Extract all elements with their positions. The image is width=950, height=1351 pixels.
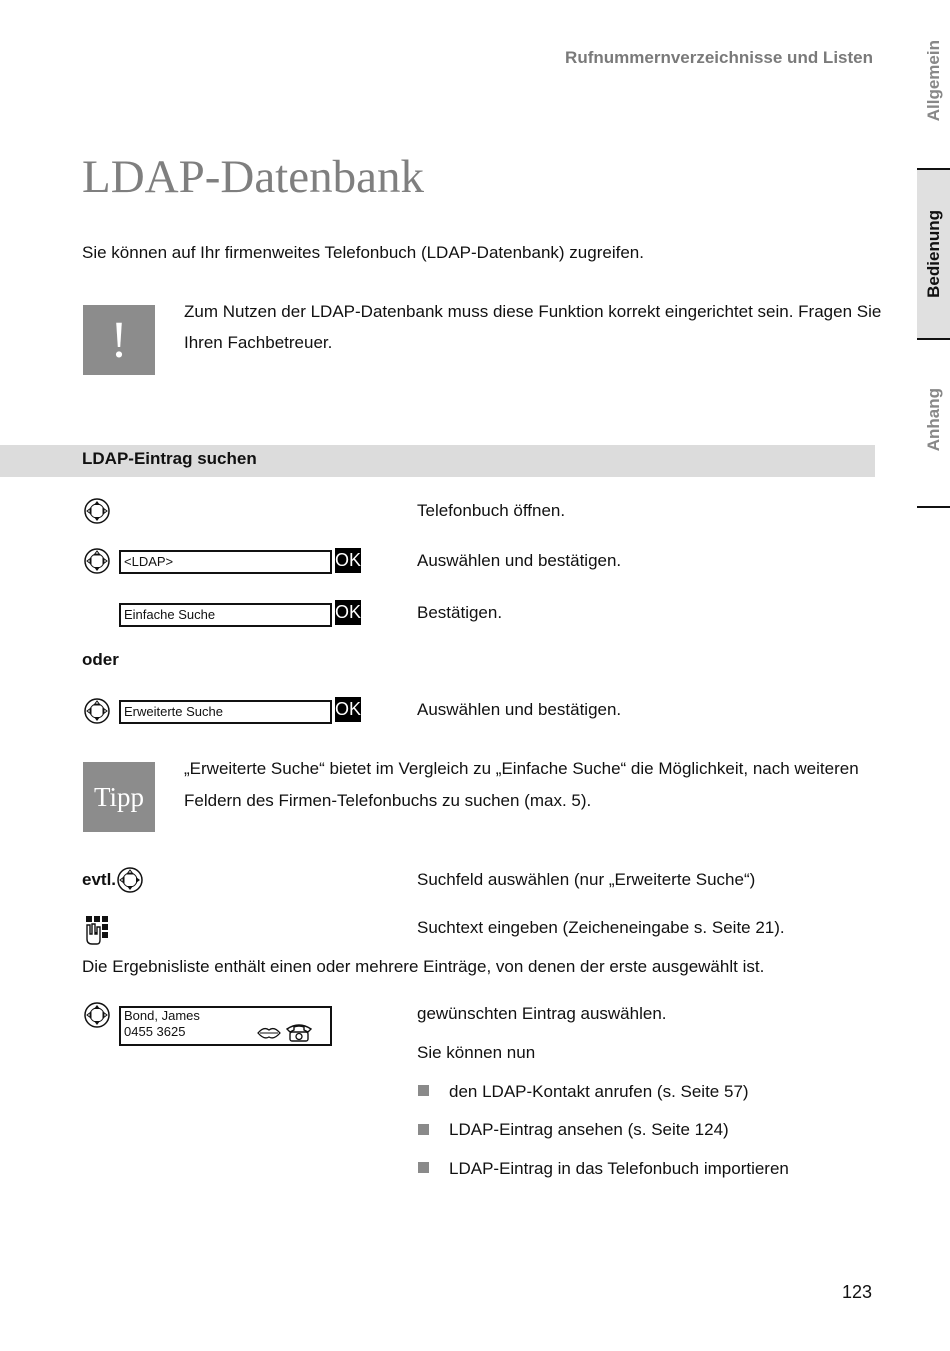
entry-name: Bond, James bbox=[124, 1008, 200, 1023]
note-line-1: Zum Nutzen der LDAP-Datenbank muss diese Funktion korrekt eingerichtet sein. Fragen Sie bbox=[184, 302, 882, 321]
side-tab-operation-active[interactable] bbox=[917, 170, 950, 338]
section-title: LDAP-Eintrag suchen bbox=[82, 449, 257, 468]
step-confirm: Bestätigen. bbox=[417, 603, 503, 622]
list-item: den LDAP-Kontakt anrufen (s. Seite 57) bbox=[449, 1082, 749, 1101]
lips-icon bbox=[257, 1026, 281, 1040]
tip-icon: Tipp bbox=[83, 762, 155, 832]
optional-label: evtl. bbox=[82, 870, 117, 889]
navigation-key-icon bbox=[84, 1002, 110, 1028]
side-tab-divider bbox=[917, 506, 950, 508]
bullet bbox=[418, 1162, 429, 1173]
navigation-key-icon bbox=[84, 548, 110, 574]
side-tab-general[interactable] bbox=[917, 40, 950, 130]
step-select-confirm-2: Auswählen und bestätigen. bbox=[417, 700, 622, 719]
bullet bbox=[418, 1124, 429, 1135]
step-choose-entry: gewünschten Eintrag auswählen. bbox=[417, 1004, 667, 1023]
list-item: LDAP-Eintrag ansehen (s. Seite 124) bbox=[449, 1120, 729, 1139]
tip-line-2: Feldern des Firmen-Telefonbuchs zu suchen (max. 5). bbox=[184, 791, 592, 810]
warning-icon: ! bbox=[83, 305, 155, 375]
ok-key: OK bbox=[335, 600, 361, 625]
tip-line-1: „Erweiterte Suche“ bietet im Vergleich zu „Einfache Suche“ die Möglichkeit, nach weiteren bbox=[184, 759, 859, 778]
page-number: 123 bbox=[841, 1282, 872, 1302]
bullet bbox=[418, 1085, 429, 1096]
or-label: oder bbox=[82, 650, 119, 669]
keypad-icon bbox=[84, 915, 114, 950]
phone-icon bbox=[285, 1022, 313, 1042]
side-tab-divider bbox=[917, 338, 950, 340]
navigation-key-icon bbox=[117, 867, 143, 893]
page-title: LDAP-Datenbank bbox=[82, 151, 424, 203]
entry-number: 0455 3625 bbox=[124, 1024, 186, 1039]
ok-key: OK bbox=[335, 697, 361, 722]
step-enter-text: Suchtext eingeben (Zeicheneingabe s. Seite 21). bbox=[417, 918, 785, 937]
entry-display bbox=[119, 1006, 332, 1046]
you-can-now: Sie können nun bbox=[417, 1043, 536, 1062]
navigation-key-icon bbox=[84, 498, 110, 524]
intro-text: Sie können auf Ihr firmenweites Telefonbuch (LDAP-Datenbank) zugreifen. bbox=[82, 243, 644, 262]
display-simple-search: Einfache Suche bbox=[119, 603, 332, 627]
step-select-field: Suchfeld auswählen (nur „Erweiterte Suche“) bbox=[417, 870, 756, 889]
running-header: Rufnummernverzeichnisse und Listen bbox=[565, 48, 873, 67]
side-tab-general-label: Allgemein bbox=[924, 40, 943, 122]
list-item: LDAP-Eintrag in das Telefonbuch importieren bbox=[449, 1159, 789, 1178]
side-tab-appendix-label: Anhang bbox=[924, 388, 943, 452]
display-ldap: <LDAP> bbox=[119, 550, 332, 574]
result-info: Die Ergebnisliste enthält einen oder mehrere Einträge, von denen der erste ausgewählt ist. bbox=[82, 957, 765, 976]
step-open-phonebook: Telefonbuch öffnen. bbox=[417, 501, 566, 520]
step-select-confirm: Auswählen und bestätigen. bbox=[417, 551, 622, 570]
ok-key: OK bbox=[335, 548, 361, 573]
note-line-2: Ihren Fachbetreuer. bbox=[184, 333, 333, 352]
navigation-key-icon bbox=[84, 698, 110, 724]
side-tab-appendix[interactable] bbox=[917, 388, 950, 458]
display-advanced-search: Erweiterte Suche bbox=[119, 700, 332, 724]
side-tab-operation-label: Bedienung bbox=[924, 210, 943, 298]
